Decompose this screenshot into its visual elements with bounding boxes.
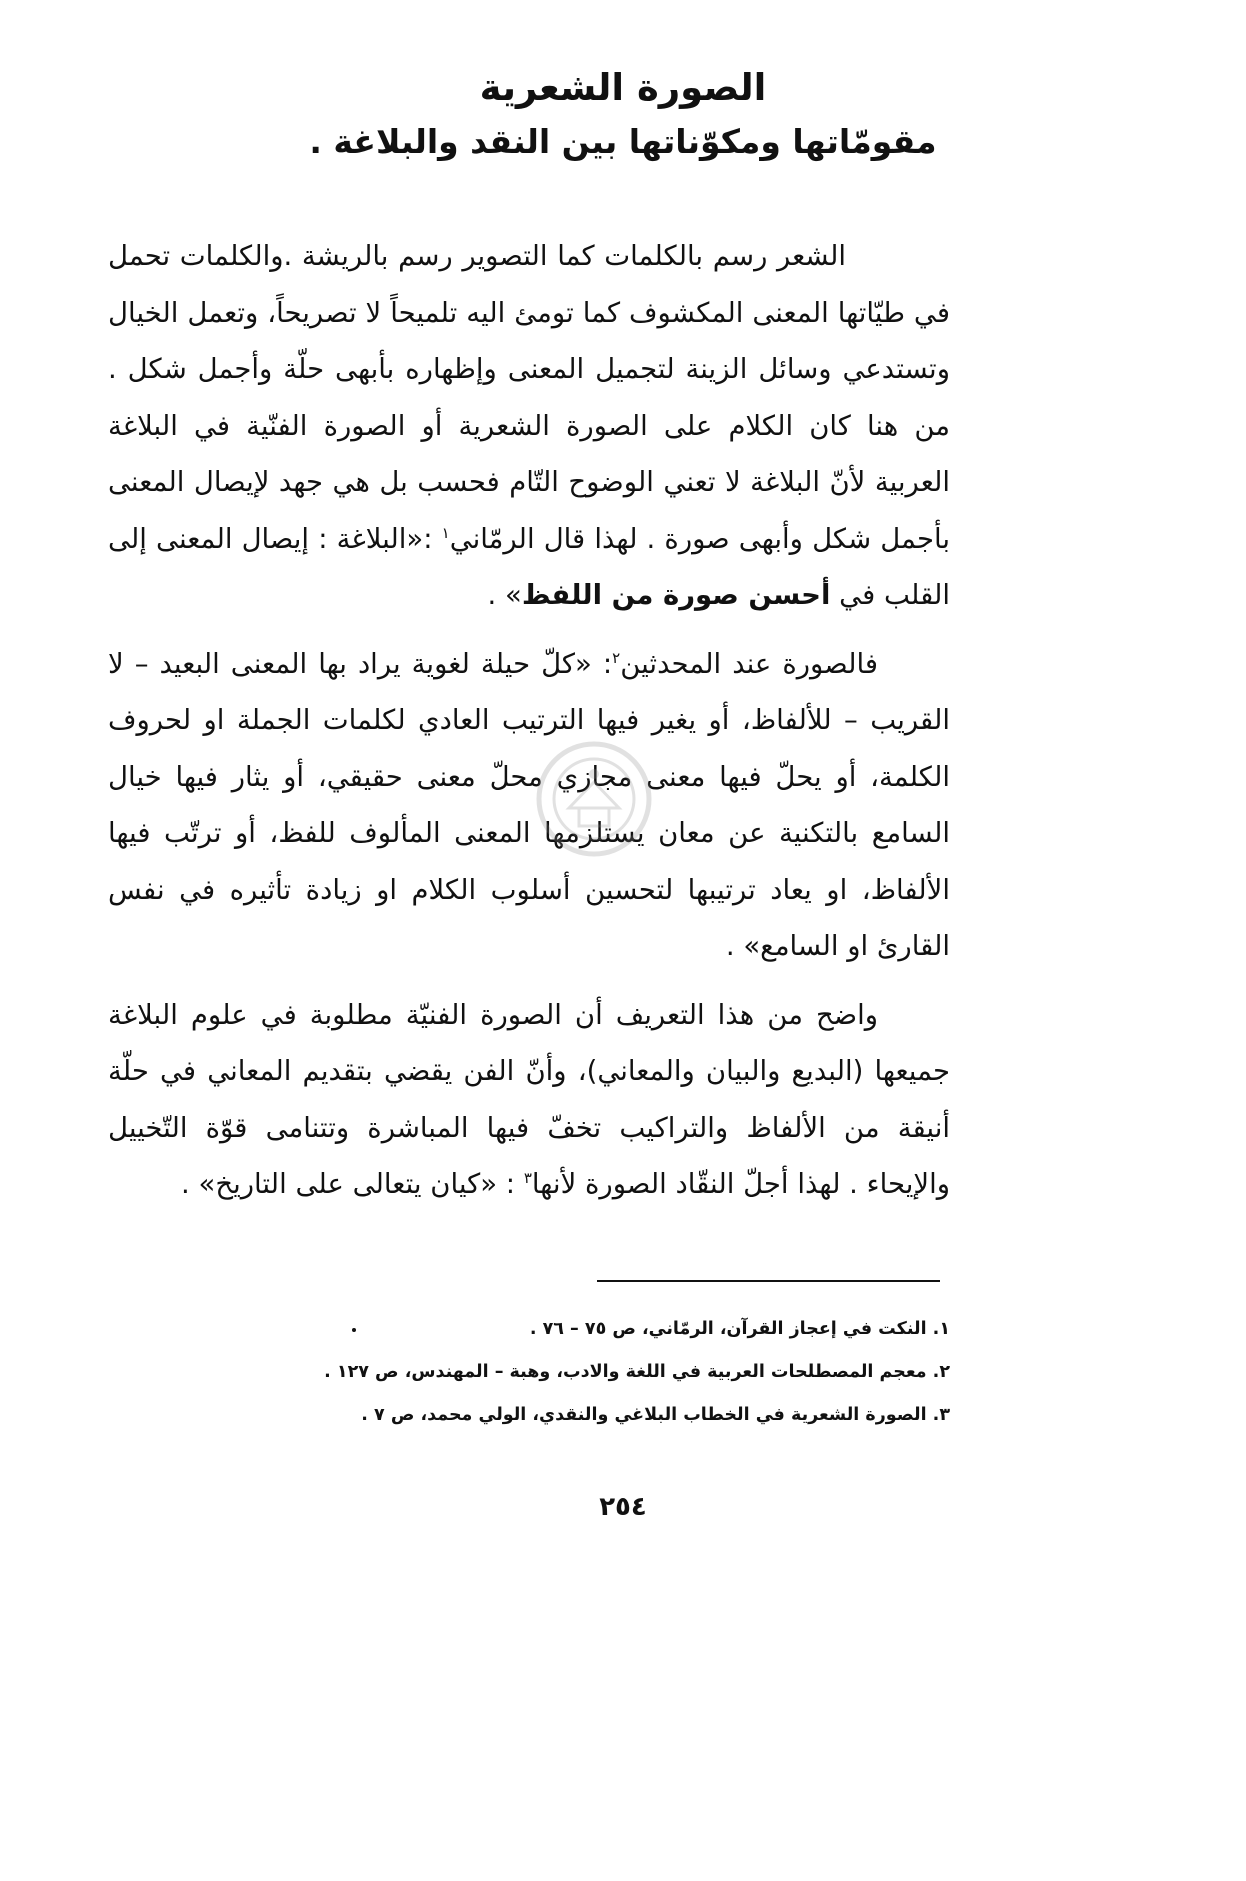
footnote-2: ٢. معجم المصطلحات العربية في اللغة والادب، وهبة – المهندس، ص ١٢٧ . [324, 1362, 950, 1382]
library-seal-icon [535, 740, 653, 858]
footnote-ref-1[interactable]: ١ [441, 523, 450, 542]
scan-speck [352, 1328, 356, 1332]
page-subtitle: مقومّاتها ومكوّناتها بين النقد والبلاغة . [309, 122, 937, 161]
page-number: ٢٥٤ [599, 1492, 647, 1522]
footnote-ref-2[interactable]: ٢ [612, 648, 621, 667]
paragraph-2-text: : «كلّ حيلة لغوية يراد بها المعنى البعيد – لا القريب – للألفاظ، أو يغير فيها الترتيب العادي لكلمات الجملة او لحروف الكلمة، أو يحلّ فيها معنى مجازي محلّ معنى حقيقي، أو يثار فيها خيال السامع بالتكنية عن معان يستلزمها المعنى المألوف للفظ، أو ترتّب فيها الألفاظ، او يعاد ترتيبها لتحسين أسلوب الكلام او زيادة تأثيره في نفس القارئ او السامع» . [108, 647, 950, 962]
paragraph-1-quote: :«البلاغة : إيصال المعنى إلى القلب في [108, 522, 950, 611]
paragraph-3 [108, 987, 950, 1213]
paragraph-1-emphasis: أحسن صورة من اللفظ [521, 579, 831, 611]
paragraph-3-text: واضح من هذا التعريف أن الصورة الفنيّة مطلوبة في علوم البلاغة جميعها (البديع والبيان والمعاني)، وأنّ الفن يقضي بتقديم المعاني في حلّة أنيقة من الألفاظ والتراكيب تخفّ فيها المباشرة وتتنامى قوّة التّخييل والإيحاء . لهذا أجلّ النقّاد الصورة لأنها [108, 998, 950, 1200]
paragraph-2-lead: فالصورة عند المحدثين [620, 647, 878, 680]
paragraph-1-end: » . [487, 579, 522, 611]
footnote-ref-3[interactable]: ٣ [523, 1168, 532, 1187]
footnote-1: ١. النكت في إعجاز القرآن، الرمّاني، ص ٧٥ – ٧٦ . [529, 1319, 950, 1339]
footnotes [108, 1308, 950, 1437]
footnote-divider [597, 1280, 940, 1282]
page-title: الصورة الشعرية [479, 66, 767, 109]
paragraph-1-text: الشعر رسم بالكلمات كما التصوير رسم بالريشة .والكلمات تحمل في طيّاتها المعنى المكشوف كما تومئ اليه تلميحاً لا تصريحاً، وتعمل الخيال وتستدعي وسائل الزينة لتجميل المعنى وإظهاره بأبهى حلّة وأجمل شكل . من هنا كان الكلام على الصورة الشعرية أو الصورة الفنّية في البلاغة العربية لأنّ البلاغة لا تعني الوضوح التّام فحسب بل هي جهد لإيصال المعنى بأجمل شكل وأبهى صورة . لهذا قال الرمّاني [108, 240, 950, 555]
body-text [108, 228, 950, 1225]
paragraph-2 [108, 636, 950, 975]
paragraph-3-quote: : «كيان يتعالى على التاريخ» . [181, 1168, 524, 1200]
footnote-3: ٣. الصورة الشعرية في الخطاب البلاغي والنقدي، الولي محمد، ص ٧ . [361, 1405, 950, 1425]
paragraph-1 [108, 228, 950, 624]
